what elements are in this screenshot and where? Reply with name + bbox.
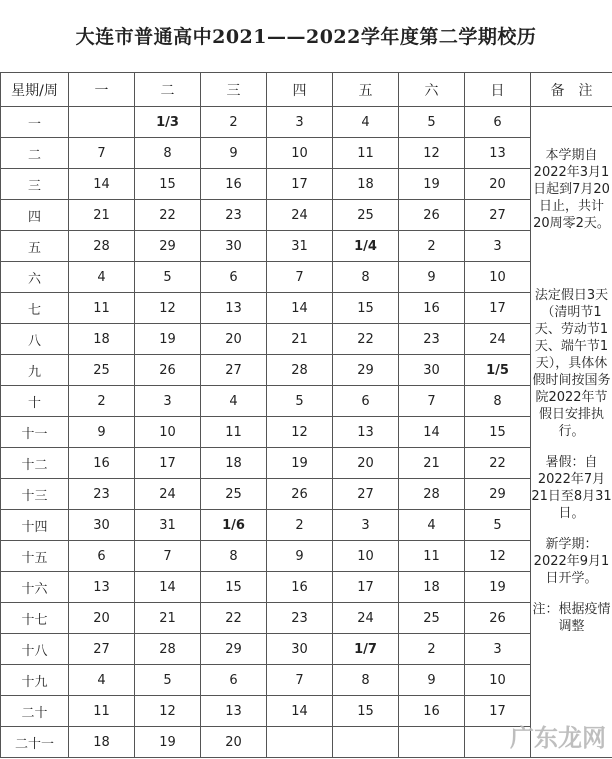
header-notes: 备 注 bbox=[531, 73, 612, 107]
table-row bbox=[1, 107, 612, 138]
date-cell: 31 bbox=[267, 231, 333, 262]
table-row bbox=[1, 448, 612, 479]
date-cell: 1/6 bbox=[201, 510, 267, 541]
week-number-cell: 一 bbox=[1, 107, 69, 138]
date-cell: 6 bbox=[333, 386, 399, 417]
date-cell: 11 bbox=[333, 138, 399, 169]
date-cell: 24 bbox=[135, 479, 201, 510]
date-cell: 11 bbox=[399, 541, 465, 572]
date-cell: 15 bbox=[333, 696, 399, 727]
date-cell: 27 bbox=[201, 355, 267, 386]
date-cell: 14 bbox=[399, 417, 465, 448]
date-cell: 6 bbox=[465, 107, 531, 138]
date-cell: 4 bbox=[333, 107, 399, 138]
date-cell: 6 bbox=[201, 262, 267, 293]
date-cell: 17 bbox=[333, 572, 399, 603]
table-row bbox=[1, 262, 612, 293]
date-cell: 20 bbox=[201, 727, 267, 758]
date-cell: 14 bbox=[267, 696, 333, 727]
date-cell: 15 bbox=[333, 293, 399, 324]
week-number-cell: 十七 bbox=[1, 603, 69, 634]
header-sun: 日 bbox=[465, 73, 531, 107]
date-cell: 14 bbox=[267, 293, 333, 324]
date-cell bbox=[333, 727, 399, 758]
date-cell: 18 bbox=[333, 169, 399, 200]
week-number-cell: 二十一 bbox=[1, 727, 69, 758]
date-cell: 9 bbox=[399, 665, 465, 696]
date-cell: 13 bbox=[201, 696, 267, 727]
date-cell: 18 bbox=[399, 572, 465, 603]
date-cell: 18 bbox=[69, 727, 135, 758]
date-cell: 1/4 bbox=[333, 231, 399, 262]
date-cell: 5 bbox=[465, 510, 531, 541]
date-cell: 16 bbox=[201, 169, 267, 200]
week-number-cell: 八 bbox=[1, 324, 69, 355]
date-cell: 21 bbox=[399, 448, 465, 479]
date-cell: 28 bbox=[135, 634, 201, 665]
date-cell: 16 bbox=[69, 448, 135, 479]
date-cell: 29 bbox=[333, 355, 399, 386]
date-cell: 23 bbox=[399, 324, 465, 355]
date-cell: 13 bbox=[201, 293, 267, 324]
date-cell: 5 bbox=[135, 262, 201, 293]
date-cell: 27 bbox=[333, 479, 399, 510]
week-number-cell: 五 bbox=[1, 231, 69, 262]
week-number-cell: 十九 bbox=[1, 665, 69, 696]
date-cell: 3 bbox=[135, 386, 201, 417]
date-cell: 30 bbox=[399, 355, 465, 386]
week-number-cell: 十六 bbox=[1, 572, 69, 603]
date-cell: 5 bbox=[399, 107, 465, 138]
date-cell: 10 bbox=[267, 138, 333, 169]
week-number-cell: 九 bbox=[1, 355, 69, 386]
date-cell: 28 bbox=[267, 355, 333, 386]
header-mon: 一 bbox=[69, 73, 135, 107]
date-cell: 30 bbox=[201, 231, 267, 262]
date-cell: 23 bbox=[267, 603, 333, 634]
date-cell bbox=[69, 107, 135, 138]
date-cell: 19 bbox=[135, 324, 201, 355]
date-cell: 7 bbox=[399, 386, 465, 417]
table-row bbox=[1, 138, 612, 169]
header-thu: 四 bbox=[267, 73, 333, 107]
table-row bbox=[1, 386, 612, 417]
date-cell: 3 bbox=[465, 231, 531, 262]
date-cell: 1/5 bbox=[465, 355, 531, 386]
table-row bbox=[1, 572, 612, 603]
date-cell: 4 bbox=[69, 262, 135, 293]
date-cell: 25 bbox=[69, 355, 135, 386]
table-row bbox=[1, 293, 612, 324]
watermark-logo: 广东龙网 bbox=[510, 723, 606, 752]
date-cell: 2 bbox=[267, 510, 333, 541]
date-cell: 10 bbox=[135, 417, 201, 448]
date-cell: 15 bbox=[465, 417, 531, 448]
date-cell: 13 bbox=[333, 417, 399, 448]
date-cell: 27 bbox=[465, 200, 531, 231]
date-cell: 13 bbox=[465, 138, 531, 169]
table-row bbox=[1, 355, 612, 386]
date-cell: 4 bbox=[69, 665, 135, 696]
table-row bbox=[1, 603, 612, 634]
header-tue: 二 bbox=[135, 73, 201, 107]
date-cell: 3 bbox=[333, 510, 399, 541]
date-cell bbox=[267, 727, 333, 758]
date-cell: 27 bbox=[69, 634, 135, 665]
date-cell: 20 bbox=[69, 603, 135, 634]
date-cell: 19 bbox=[135, 727, 201, 758]
date-cell: 18 bbox=[69, 324, 135, 355]
date-cell: 12 bbox=[267, 417, 333, 448]
week-number-cell: 三 bbox=[1, 169, 69, 200]
date-cell: 10 bbox=[465, 665, 531, 696]
date-cell: 11 bbox=[69, 696, 135, 727]
date-cell: 12 bbox=[465, 541, 531, 572]
table-row bbox=[1, 324, 612, 355]
date-cell: 2 bbox=[399, 634, 465, 665]
date-cell: 6 bbox=[69, 541, 135, 572]
header-row bbox=[1, 73, 612, 107]
date-cell: 20 bbox=[333, 448, 399, 479]
date-cell: 2 bbox=[201, 107, 267, 138]
week-number-cell: 十 bbox=[1, 386, 69, 417]
date-cell: 2 bbox=[399, 231, 465, 262]
table-row bbox=[1, 417, 612, 448]
date-cell: 7 bbox=[267, 262, 333, 293]
date-cell: 11 bbox=[69, 293, 135, 324]
week-number-cell: 二十 bbox=[1, 696, 69, 727]
date-cell: 23 bbox=[201, 200, 267, 231]
date-cell: 16 bbox=[399, 696, 465, 727]
week-number-cell: 十五 bbox=[1, 541, 69, 572]
week-number-cell: 十二 bbox=[1, 448, 69, 479]
note-n3: 暑假：自2022年7月21日至8月31日。 bbox=[531, 455, 612, 521]
date-cell: 11 bbox=[201, 417, 267, 448]
date-cell: 30 bbox=[267, 634, 333, 665]
date-cell: 8 bbox=[333, 262, 399, 293]
date-cell: 16 bbox=[399, 293, 465, 324]
date-cell: 30 bbox=[69, 510, 135, 541]
header-wed: 三 bbox=[201, 73, 267, 107]
date-cell: 7 bbox=[267, 665, 333, 696]
date-cell: 5 bbox=[135, 665, 201, 696]
table-row bbox=[1, 541, 612, 572]
week-number-cell: 十四 bbox=[1, 510, 69, 541]
note-n1: 本学期自2022年3月1日起到7月20日止，共计20周零2天。 bbox=[533, 148, 610, 231]
date-cell: 22 bbox=[333, 324, 399, 355]
date-cell: 8 bbox=[465, 386, 531, 417]
table-row bbox=[1, 169, 612, 200]
table-row bbox=[1, 231, 612, 262]
date-cell: 28 bbox=[69, 231, 135, 262]
date-cell: 28 bbox=[399, 479, 465, 510]
date-cell: 4 bbox=[399, 510, 465, 541]
date-cell: 19 bbox=[399, 169, 465, 200]
date-cell: 12 bbox=[399, 138, 465, 169]
date-cell: 9 bbox=[201, 138, 267, 169]
week-number-cell: 七 bbox=[1, 293, 69, 324]
week-number-cell: 十三 bbox=[1, 479, 69, 510]
date-cell: 29 bbox=[465, 479, 531, 510]
date-cell: 9 bbox=[267, 541, 333, 572]
header-sat: 六 bbox=[399, 73, 465, 107]
date-cell: 15 bbox=[135, 169, 201, 200]
date-cell: 24 bbox=[267, 200, 333, 231]
date-cell: 17 bbox=[135, 448, 201, 479]
date-cell: 26 bbox=[267, 479, 333, 510]
note-n5: 注：根据疫情调整 bbox=[532, 602, 611, 634]
date-cell: 5 bbox=[267, 386, 333, 417]
date-cell: 14 bbox=[135, 572, 201, 603]
date-cell: 25 bbox=[333, 200, 399, 231]
date-cell: 19 bbox=[465, 572, 531, 603]
table-row bbox=[1, 479, 612, 510]
date-cell: 22 bbox=[135, 200, 201, 231]
date-cell: 29 bbox=[201, 634, 267, 665]
date-cell: 23 bbox=[69, 479, 135, 510]
school-calendar-table bbox=[0, 72, 612, 758]
date-cell: 8 bbox=[201, 541, 267, 572]
note-n4: 新学期：2022年9月1日开学。 bbox=[533, 537, 610, 586]
date-cell: 10 bbox=[333, 541, 399, 572]
date-cell: 12 bbox=[135, 293, 201, 324]
date-cell: 9 bbox=[69, 417, 135, 448]
date-cell: 21 bbox=[267, 324, 333, 355]
date-cell: 15 bbox=[201, 572, 267, 603]
date-cell: 8 bbox=[135, 138, 201, 169]
date-cell: 9 bbox=[399, 262, 465, 293]
date-cell: 21 bbox=[69, 200, 135, 231]
week-number-cell: 十八 bbox=[1, 634, 69, 665]
date-cell: 17 bbox=[465, 696, 531, 727]
date-cell: 17 bbox=[465, 293, 531, 324]
date-cell: 22 bbox=[201, 603, 267, 634]
date-cell: 24 bbox=[465, 324, 531, 355]
date-cell: 1/3 bbox=[135, 107, 201, 138]
date-cell: 8 bbox=[333, 665, 399, 696]
week-number-cell: 六 bbox=[1, 262, 69, 293]
date-cell: 26 bbox=[465, 603, 531, 634]
notes-column bbox=[531, 107, 612, 758]
date-cell: 19 bbox=[267, 448, 333, 479]
week-number-cell: 四 bbox=[1, 200, 69, 231]
date-cell: 4 bbox=[201, 386, 267, 417]
date-cell: 18 bbox=[201, 448, 267, 479]
date-cell: 1/7 bbox=[333, 634, 399, 665]
date-cell: 20 bbox=[465, 169, 531, 200]
date-cell: 31 bbox=[135, 510, 201, 541]
date-cell: 25 bbox=[399, 603, 465, 634]
date-cell: 29 bbox=[135, 231, 201, 262]
date-cell: 22 bbox=[465, 448, 531, 479]
date-cell: 7 bbox=[135, 541, 201, 572]
date-cell: 13 bbox=[69, 572, 135, 603]
week-number-cell: 二 bbox=[1, 138, 69, 169]
date-cell: 10 bbox=[465, 262, 531, 293]
date-cell: 12 bbox=[135, 696, 201, 727]
date-cell: 3 bbox=[267, 107, 333, 138]
header-fri: 五 bbox=[333, 73, 399, 107]
date-cell: 2 bbox=[69, 386, 135, 417]
date-cell: 7 bbox=[69, 138, 135, 169]
date-cell: 24 bbox=[333, 603, 399, 634]
date-cell: 26 bbox=[399, 200, 465, 231]
date-cell: 17 bbox=[267, 169, 333, 200]
header-week: 星期/周 bbox=[1, 73, 69, 107]
table-row bbox=[1, 510, 612, 541]
date-cell: 6 bbox=[201, 665, 267, 696]
date-cell: 16 bbox=[267, 572, 333, 603]
table-row bbox=[1, 665, 612, 696]
date-cell: 3 bbox=[465, 634, 531, 665]
table-row bbox=[1, 634, 612, 665]
note-n2: 法定假日3天（清明节1天、劳动节1天、端午节1天），具体休假时间按国务院2022年节假日安排执行。 bbox=[532, 288, 611, 439]
date-cell: 26 bbox=[135, 355, 201, 386]
date-cell: 20 bbox=[201, 324, 267, 355]
page-title: 大连市普通高中2021——2022学年度第二学期校历 bbox=[75, 25, 537, 48]
date-cell: 14 bbox=[69, 169, 135, 200]
date-cell: 21 bbox=[135, 603, 201, 634]
table-row bbox=[1, 200, 612, 231]
week-number-cell: 十一 bbox=[1, 417, 69, 448]
date-cell: 25 bbox=[201, 479, 267, 510]
date-cell bbox=[399, 727, 465, 758]
